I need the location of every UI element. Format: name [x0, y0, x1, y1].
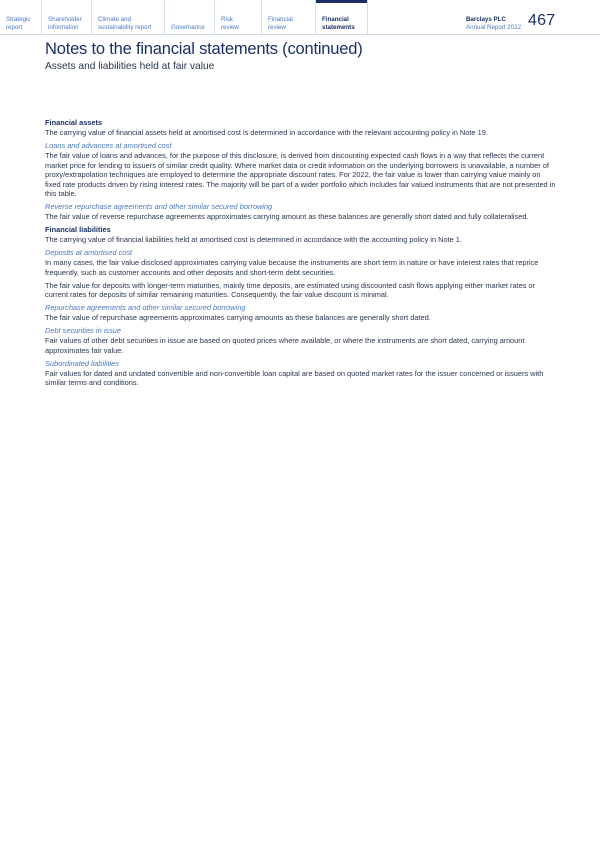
nav-tab-label-line2: sustainability report — [98, 24, 152, 31]
repo-text: The fair value of repurchase agreements approximates carrying amounts as these balances are generally short dated. — [45, 313, 431, 322]
financial-liabilities-intro: The carrying value of financial liabilities held at amortised cost is determined in accordance with the accounting policy in Note 1. — [45, 235, 462, 244]
page-title: Notes to the financial statements (continued) — [45, 40, 363, 58]
nav-tab-label-line2: report — [6, 24, 23, 31]
subordinated-liabilities-text: Fair values for dated and undated convertible and non-convertible loan capital are based on quoted market rates for the issuer concerned or issuers with similar terms and conditions. — [45, 368, 544, 387]
page-number: 467 — [528, 12, 556, 29]
nav-tab-label-line1 — [171, 16, 214, 24]
financial-assets-heading: Financial assets — [45, 118, 103, 127]
nav-tab-label-line2: statements — [322, 24, 355, 31]
financial-liabilities-heading: Financial liabilities — [45, 225, 111, 234]
deposits-heading: Deposits at amortised cost — [45, 248, 133, 257]
nav-tab-financial-review[interactable] — [262, 0, 316, 34]
nav-tab-label-line2: Governance — [171, 24, 205, 31]
nav-tab-climate-sustainability[interactable] — [92, 0, 165, 34]
financial-assets-intro: The carrying value of financial assets held at amortised cost is determined in accordance with the relevant accounting policy in Note 19. — [45, 128, 488, 137]
nav-tab-label-line1: Financial — [268, 16, 293, 23]
nav-tab-label-line2: review — [268, 24, 286, 31]
report-name: Annual Report 2022 — [466, 24, 522, 31]
nav-tab-label-line2: information — [48, 24, 79, 31]
nav-tab-label-line1: Climate and — [98, 16, 132, 23]
debt-securities-text: Fair values of other debt securities in issue are based on quoted prices where available, or where the instruments are short dated, carrying amount approximates fair value. — [45, 336, 525, 355]
nav-tab-governance[interactable] — [165, 0, 215, 34]
reverse-repo-text: The fair value of reverse repurchase agreements approximates carrying amount as these balances are generally short dated and fully collateralised. — [45, 212, 529, 221]
nav-tab-strategic-report[interactable] — [0, 0, 42, 34]
nav-tab-label-line1: Risk — [221, 16, 234, 23]
deposits-text-1: In many cases, the fair value disclosed approximates carrying value because the instruments are short term in nature or have interest rates that reprice frequently, such as customer accounts and other deposits and short-term debt securities. — [45, 258, 539, 277]
nav-tab-shareholder-information[interactable] — [42, 0, 92, 34]
reverse-repo-heading: Reverse repurchase agreements and other similar secured borrowing — [45, 202, 273, 211]
loans-advances-text: The fair value of loans and advances, for the purpose of this disclosure, is derived from discounting expected cash flows in a way that reflects the current market price for lending to issuers of similar credit quality. Where market data or credit information on the underlying borrowers is unavailable, a number of proxy/extrapolation techniques are employed to determine the appropriate discount rates. For 2022, the fair value is lower than carrying value mainly on fixed rate products driven by rising interest rates. The majority will be part of a wider portfolio which includes fair valued instruments that are not presented in this table. — [45, 151, 556, 198]
nav-tab-label-line2: review — [221, 24, 239, 31]
notes-content — [45, 118, 558, 391]
debt-securities-heading: Debt securities in issue — [45, 326, 121, 335]
loans-advances-heading: Loans and advances at amortised cost — [45, 141, 172, 150]
nav-tab-label-line1: Shareholder — [48, 16, 82, 23]
nav-tab-risk-review[interactable] — [215, 0, 262, 34]
subordinated-liabilities-heading: Subordinated liabilities — [45, 358, 119, 368]
report-brand — [466, 16, 521, 32]
repo-heading: Repurchase agreements and other similar secured borrowing — [45, 303, 246, 312]
nav-tab-label-line1: Financial — [322, 16, 349, 23]
nav-tab-financial-statements[interactable] — [316, 0, 368, 34]
nav-tab-label-line1: Strategic — [6, 16, 31, 23]
page-subtitle: Assets and liabilities held at fair value — [45, 61, 215, 72]
deposits-text-2: The fair value for deposits with longer-term maturities, mainly time deposits, are estimated using discounted cash flows applying either market rates or current rates for deposits of similar remaining maturities. Consequently, the fair value discount is minimal. — [45, 280, 536, 299]
company-name: Barclays PLC — [466, 16, 506, 23]
